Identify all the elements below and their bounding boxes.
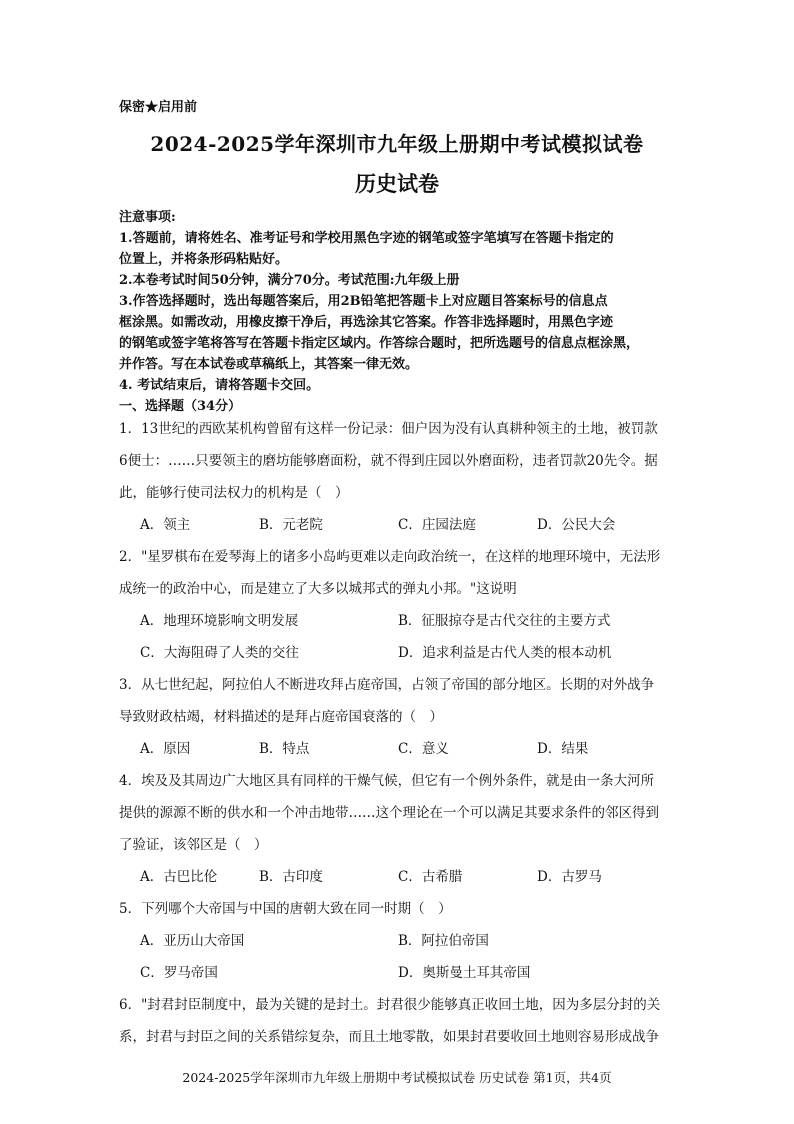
question-5-option-d: D．奥斯曼土耳其帝国 <box>398 965 531 981</box>
question-1-line: 此，能够行使司法权力的机构是（ ） <box>119 485 349 501</box>
question-1-line: 1．13世纪的西欧某机构曾留有这样一份记录：佃户因为没有认真耕种领主的土地，被罚款 <box>119 421 658 437</box>
question-3-option-d: D．结果 <box>537 741 589 757</box>
page-footer: 2024-2025学年深圳市九年级上册期中考试模拟试卷 历史试卷 第1页，共4页 <box>182 1070 612 1085</box>
notice-line: 1.答题前，请将姓名、准考证号和学校用黑色字迹的钢笔或签字笔填写在答题卡指定的 <box>119 231 614 246</box>
question-4-line: 提供的源源不断的供水和一个冲击地带……这个理论在一个可以满足其要求条件的邻区得到 <box>119 805 659 821</box>
notice-line: 3.作答选择题时，选出每题答案后，用2B铅笔把答题卡上对应题目答案标号的信息点 <box>119 294 608 309</box>
confidential-label: 保密★启用前 <box>119 100 198 115</box>
question-4-option-b: B．古印度 <box>259 869 323 885</box>
question-3-line: 3．从七世纪起，阿拉伯人不断进攻拜占庭帝国，占领了帝国的部分地区。长期的对外战争 <box>119 677 655 693</box>
question-5-option-a: A．亚历山大帝国 <box>140 933 245 949</box>
question-2-option-b: B．征服掠夺是古代交往的主要方式 <box>398 613 611 629</box>
question-6-line: 6．"封君封臣制度中，最为关键的是封土。封君很少能够真正收回土地，因为多层分封的关 <box>119 997 661 1013</box>
question-3-option-c: C．意义 <box>398 741 449 757</box>
question-1-option-a: A．领主 <box>140 517 191 533</box>
question-2-option-d: D．追求利益是古代人类的根本动机 <box>398 645 612 661</box>
question-5-option-c: C．罗马帝国 <box>140 965 218 981</box>
question-1-option-c: C．庄园法庭 <box>398 517 476 533</box>
question-5-line: 5．下列哪个大帝国与中国的唐朝大致在同一时期（ ） <box>119 901 452 917</box>
question-6-line: 系，封君与封臣之间的关系错综复杂，而且土地零散，如果封君要收回土地则容易形成战争 <box>119 1029 659 1045</box>
question-1-option-d: D．公民大会 <box>537 517 616 533</box>
question-3-option-a: A．原因 <box>140 741 191 757</box>
question-1-option-b: B．元老院 <box>259 517 323 533</box>
notice-line: 2.本卷考试时间50分钟，满分70分。考试范围:九年级上册 <box>119 273 460 288</box>
question-3-line: 导致财政枯竭，材料描述的是拜占庭帝国衰落的（ ） <box>119 709 443 725</box>
exam-subtitle: 历史试卷 <box>355 171 439 196</box>
notice-line: 的钢笔或签字笔将答写在答题卡指定区域内。作答综合题时，把所选题号的信息点框涂黑， <box>119 336 640 351</box>
notice-line: 并作答。写在本试卷或草稿纸上，其答案一律无效。 <box>119 357 419 372</box>
question-4-option-a: A．古巴比伦 <box>140 869 218 885</box>
exam-title: 2024-2025学年深圳市九年级上册期中考试模拟试卷 <box>150 132 644 156</box>
question-2-option-a: A．地理环境影响文明发展 <box>140 613 299 629</box>
question-5-option-b: B．阿拉伯帝国 <box>398 933 489 949</box>
question-1-line: 6便士：……只要领主的磨坊能够磨面粉，就不得到庄园以外磨面粉，违者罚款20先令。据 <box>119 453 658 469</box>
question-2-line: 成统一的政治中心，而是建立了大多以城邦式的弹丸小邦。"这说明 <box>119 581 517 597</box>
notice-heading: 注意事项: <box>119 210 176 225</box>
notice-line: 位置上，并将条形码粘贴好。 <box>119 252 289 267</box>
question-4-option-c: C．古希腊 <box>398 869 463 885</box>
section-heading: 一、选择题（34分） <box>119 399 242 414</box>
question-4-line: 4．埃及及其周边广大地区具有同样的干燥气候，但它有一个例外条件，就是由一条大河所 <box>119 773 655 789</box>
question-4-option-d: D．古罗马 <box>537 869 602 885</box>
question-3-option-b: B．特点 <box>259 741 310 757</box>
question-2-line: 2．"星罗棋布在爱琴海上的诸多小岛屿更难以走向政治统一，在这样的地理环境中，无法形 <box>119 549 661 565</box>
notice-line: 4. 考试结束后，请将答题卡交回。 <box>119 378 320 393</box>
notice-line: 框涂黑。如需改动，用橡皮擦干净后，再选涂其它答案。作答非选择题时，用黑色字迹 <box>119 315 614 330</box>
question-4-line: 了验证，该邻区是（ ） <box>119 837 268 853</box>
question-2-option-c: C．大海阻碍了人类的交往 <box>140 645 299 661</box>
